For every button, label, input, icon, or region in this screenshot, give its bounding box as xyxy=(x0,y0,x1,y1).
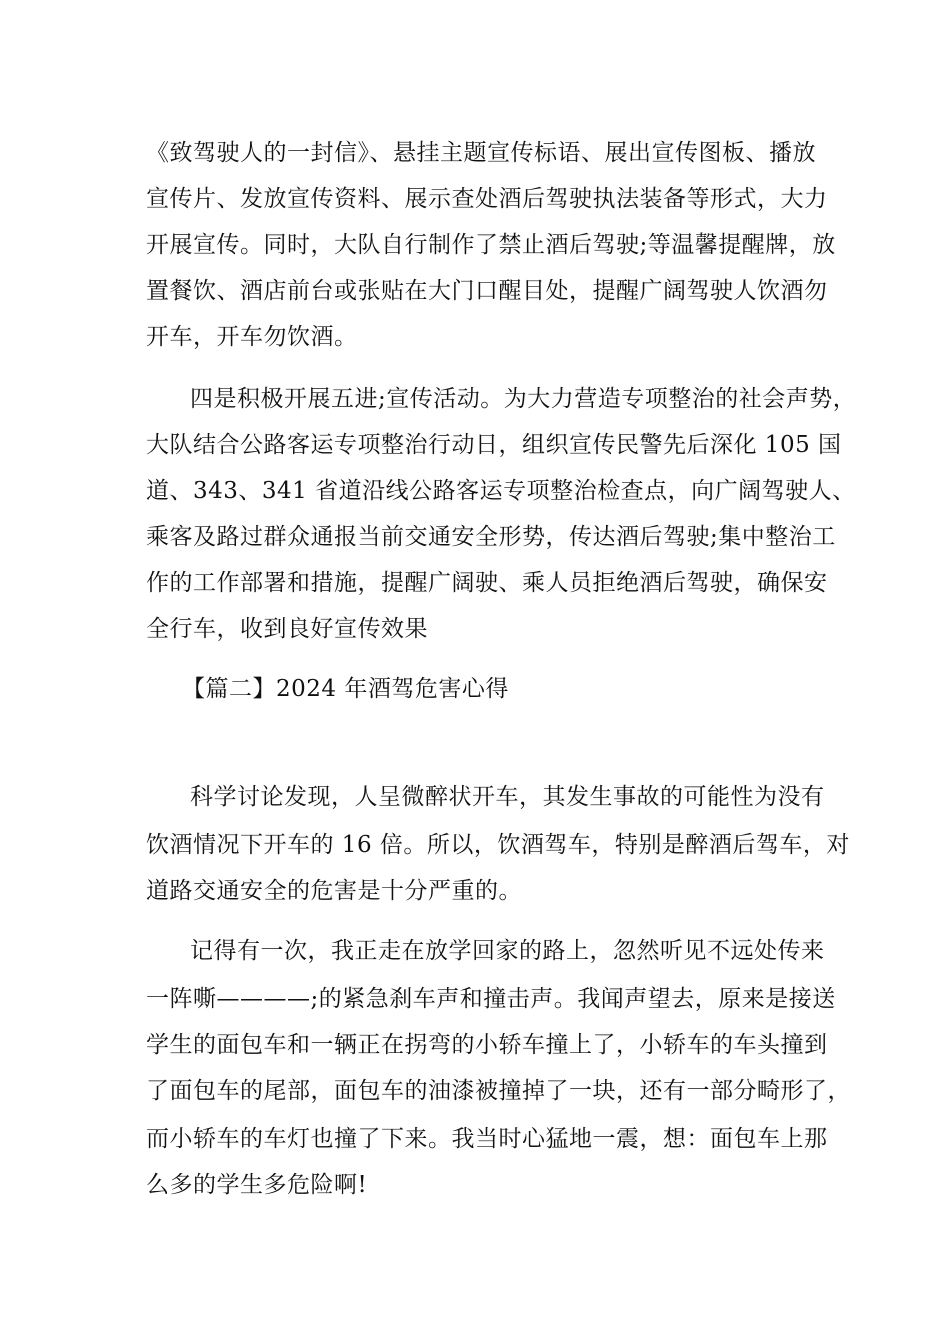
text-line: 全行车，收到良好宣传效果 xyxy=(146,616,428,642)
text-line: 乘客及路过群众通报当前交通安全形势，传达酒后驾驶;集中整治工 xyxy=(146,524,836,550)
section-heading: 【篇二】2024 年酒驾危害心得 xyxy=(182,676,509,702)
text-line: 大队结合公路客运专项整治行动日，组织宣传民警先后深化 105 国 xyxy=(146,432,842,458)
text-line: 道、343、341 省道沿线公路客运专项整治检查点，向广阔驾驶人、 xyxy=(146,478,856,504)
text-line: 学生的面包车和一辆正在拐弯的小轿车撞上了，小轿车的车头撞到 xyxy=(146,1032,828,1058)
text-line: 道路交通安全的危害是十分严重的。 xyxy=(146,878,522,904)
text-line: 置餐饮、酒店前台或张贴在大门口醒目处，提醒广阔驾驶人饮酒勿 xyxy=(146,278,828,304)
text-line: 开车，开车勿饮酒。 xyxy=(146,324,358,350)
text-line: 开展宣传。同时，大队自行制作了禁止酒后驾驶;等温馨提醒牌，放 xyxy=(146,232,836,258)
text-line: 了面包车的尾部，面包车的油漆被撞掉了一块，还有一部分畸形了， xyxy=(146,1078,851,1104)
text-line: 么多的学生多危险啊! xyxy=(146,1172,368,1198)
text-line: 一阵嘶————;的紧急刹车声和撞击声。我闻声望去，原来是接送 xyxy=(146,986,836,1012)
text-line: 而小轿车的车灯也撞了下来。我当时心猛地一震，想：面包车上那 xyxy=(146,1126,828,1152)
text-line: 《致驾驶人的一封信》、悬挂主题宣传标语、展出宣传图板、播放 xyxy=(146,140,816,166)
text-line: 饮酒情况下开车的 16 倍。所以，饮酒驾车，特别是醉酒后驾车，对 xyxy=(146,832,850,858)
text-line: 四是积极开展五进;宣传活动。为大力营造专项整治的社会声势， xyxy=(190,386,857,412)
text-line: 记得有一次，我正走在放学回家的路上，忽然听见不远处传来 xyxy=(190,938,825,964)
text-line: 宣传片、发放宣传资料、展示查处酒后驾驶执法装备等形式，大力 xyxy=(146,186,828,212)
text-line: 科学讨论发现，人呈微醉状开车，其发生事故的可能性为没有 xyxy=(190,784,825,810)
text-line: 作的工作部署和措施，提醒广阔驶、乘人员拒绝酒后驾驶，确保安 xyxy=(146,570,828,596)
